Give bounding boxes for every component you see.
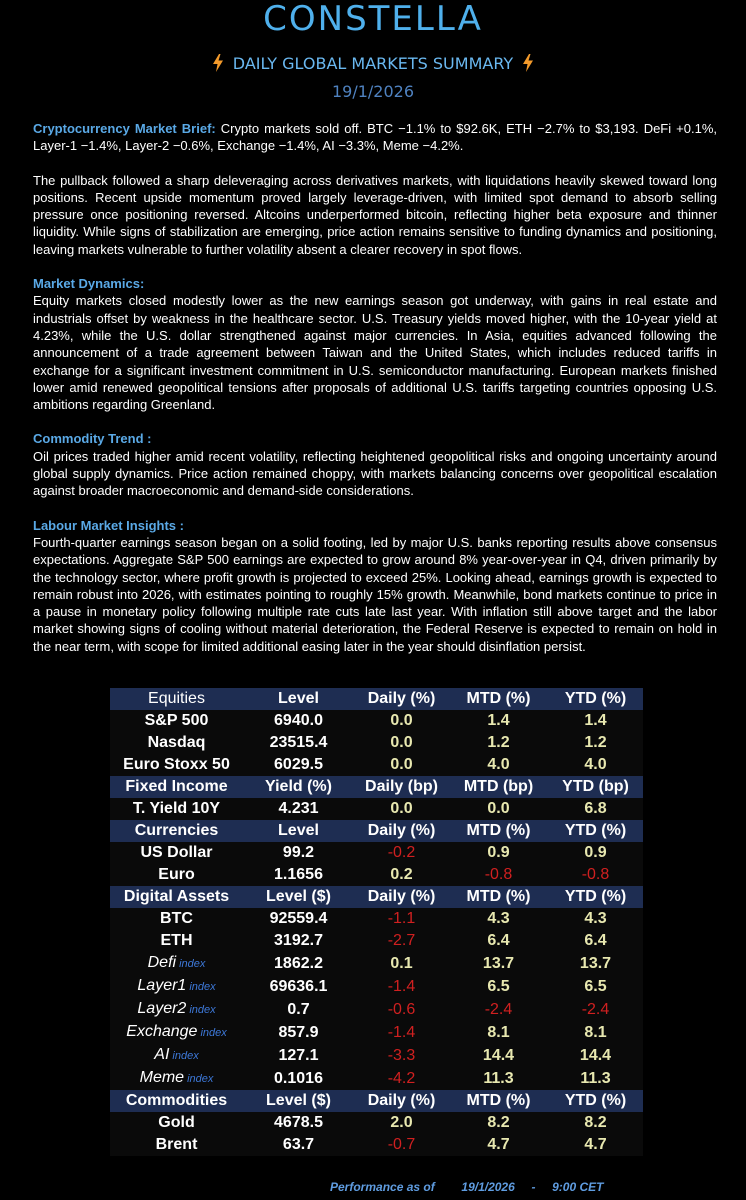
crypto-brief-body: The pullback followed a sharp deleveraging across derivatives markets, with liquidations heavily skewed toward long positions. Recent upside momentum proved largely leverage-driven, with limited spot demand to absorb selling pressure once positioning reversed. Altcoins underperformed bitcoin, reflecting higher beta exposure and thinner liquidity. While signs of stabilization are emerging, price action remains sensitive to funding dynamics and positioning, leaving markets vulnerable to further volatility absent a clearer recovery in spot flows. [33,172,717,257]
ytd-value: 1.2 [548,732,643,754]
daily-value: -1.1 [354,908,449,930]
table-row [110,998,643,1021]
section-name: Commodities [110,1090,243,1112]
mtd-value: -0.8 [449,864,548,886]
column-header: Daily (%) [354,688,449,710]
table-row [110,1067,643,1090]
asset-name-text: AI [154,1046,170,1063]
table-row [110,710,643,732]
column-header: YTD (%) [548,886,643,908]
column-header: Yield (%) [243,776,354,798]
asset-name-text: Meme [139,1069,185,1086]
mtd-value: 6.5 [449,975,548,998]
table-section-header [110,886,643,908]
asset-name-text: BTC [160,910,193,927]
index-tag: index [187,1073,214,1085]
table-row [110,930,643,952]
mtd-value: 4.7 [449,1134,548,1156]
daily-value: 0.1 [354,952,449,975]
performance-footer [330,1180,710,1194]
level-value: 0.7 [243,998,354,1021]
ytd-value: 13.7 [548,952,643,975]
asset-name-text: Euro Stoxx 50 [123,756,230,773]
asset-name-text: Layer2 [137,1000,187,1017]
mtd-value: 14.4 [449,1044,548,1067]
commodity-trend-title: Commodity Trend : [33,431,152,447]
mtd-value: 8.1 [449,1021,548,1044]
asset-name [110,864,243,886]
index-tag: index [172,1050,199,1062]
commodity-trend-body: Oil prices traded higher amid recent volatility, reflecting heightened geopolitical risks and ongoing uncertainty around global supply dynamics. Price action remained choppy, with markets balancing concerns over geopolitical escalation against broader macroeconomic and demand-side considerations. [33,448,717,499]
column-header: Daily (%) [354,820,449,842]
level-value: 4678.5 [243,1112,354,1134]
table-row [110,1044,643,1067]
ytd-value: -2.4 [548,998,643,1021]
level-value: 69636.1 [243,975,354,998]
asset-name [110,975,243,998]
mtd-value: -2.4 [449,998,548,1021]
asset-name-text: Brent [155,1136,198,1153]
ytd-value: 8.1 [548,1021,643,1044]
asset-name-text: Gold [158,1114,195,1131]
column-header: Level ($) [243,1090,354,1112]
column-header: YTD (%) [548,820,643,842]
table-section-header [110,820,643,842]
column-header: MTD (%) [449,1090,548,1112]
ytd-value: 4.7 [548,1134,643,1156]
column-header: MTD (bp) [449,776,548,798]
mtd-value: 4.3 [449,908,548,930]
section-name: Currencies [110,820,243,842]
daily-value: 0.0 [354,754,449,776]
daily-value: 2.0 [354,1112,449,1134]
ytd-value: -0.8 [548,864,643,886]
level-value: 1862.2 [243,952,354,975]
daily-value: 0.0 [354,710,449,732]
ytd-value: 14.4 [548,1044,643,1067]
asset-name [110,732,243,754]
asset-name [110,998,243,1021]
asset-name [110,930,243,952]
table-row [110,1112,643,1134]
section-name: Fixed Income [110,776,243,798]
index-tag: index [200,1027,227,1039]
asset-name-text: Layer1 [137,977,187,994]
table-row [110,952,643,975]
asset-name-text: Defi [147,954,177,971]
level-value: 99.2 [243,842,354,864]
column-header: Daily (%) [354,1090,449,1112]
asset-name-text: Euro [158,866,195,883]
column-header: Level [243,820,354,842]
mtd-value: 6.4 [449,930,548,952]
report-body [33,120,717,655]
level-value: 6029.5 [243,754,354,776]
daily-value: -3.3 [354,1044,449,1067]
asset-name-text: Exchange [126,1023,198,1040]
table-row [110,975,643,998]
mtd-value: 13.7 [449,952,548,975]
asset-name [110,798,243,820]
level-value: 0.1016 [243,1067,354,1090]
level-value: 127.1 [243,1044,354,1067]
asset-name [110,908,243,930]
report-title [0,54,746,73]
index-tag: index [189,981,216,993]
section-name: Digital Assets [110,886,243,908]
asset-name-text: ETH [160,932,193,949]
daily-value: -2.7 [354,930,449,952]
markets-performance-table [110,688,643,1156]
crypto-brief [33,120,717,155]
report-title-text: DAILY GLOBAL MARKETS SUMMARY [232,54,514,73]
table-row [110,1134,643,1156]
ytd-value: 6.4 [548,930,643,952]
market-dynamics-title: Market Dynamics: [33,276,145,292]
mtd-value: 8.2 [449,1112,548,1134]
daily-value: 0.0 [354,798,449,820]
asset-name-text: US Dollar [140,844,213,861]
column-header: YTD (bp) [548,776,643,798]
column-header: YTD (%) [548,688,643,710]
footer-time: 9:00 CET [552,1180,604,1194]
column-header: MTD (%) [449,886,548,908]
level-value: 23515.4 [243,732,354,754]
labour-market-title: Labour Market Insights : [33,517,184,533]
column-header: Daily (%) [354,886,449,908]
asset-name-text: S&P 500 [144,712,209,729]
market-dynamics-body: Equity markets closed modestly lower as the new earnings season got underway, with gains in real estate and industrials offset by weakness in the healthcare sector. U.S. Treasury yields moved higher, with the 10-year yield at 4.23%, while the U.S. dollar strengthened against major currencies. In Asia, equities advanced following the announcement of a trade agreement between Taiwan and the United States, which includes reduced tariffs in exchange for a significant investment commitment in U.S. semiconductor manufacturing. European markets finished lower amid renewed geopolitical tensions after proposals of additional U.S. tariffs targeting countries opposing U.S. ambitions regarding Greenland. [33,293,717,413]
crypto-brief-lead: Crypto markets sold off. BTC −1.1% to $92.6K, ETH −2.7% to $3,193. DeFi +0.1%, Layer-1 −1.4%, Layer-2 −0.6%, Exchange −1.4%, AI −3.3%, Meme −4.2%. [33,121,718,154]
mtd-value: 4.0 [449,754,548,776]
asset-name [110,1021,243,1044]
table-section-header [110,1090,643,1112]
asset-name [110,1134,243,1156]
column-header: Level ($) [243,886,354,908]
level-value: 857.9 [243,1021,354,1044]
footer-date: 19/1/2026 [461,1180,515,1194]
daily-value: -1.4 [354,1021,449,1044]
asset-name-text: Nasdaq [147,734,206,751]
daily-value: -0.2 [354,842,449,864]
ytd-value: 11.3 [548,1067,643,1090]
column-header: MTD (%) [449,688,548,710]
daily-value: -0.7 [354,1134,449,1156]
mtd-value: 0.9 [449,842,548,864]
level-value: 63.7 [243,1134,354,1156]
table-row [110,754,643,776]
level-value: 1.1656 [243,864,354,886]
footer-label: Performance as of [330,1180,435,1194]
ytd-value: 8.2 [548,1112,643,1134]
mtd-value: 0.0 [449,798,548,820]
asset-name [110,1112,243,1134]
asset-name [110,1044,243,1067]
section-name: Equities [110,688,243,710]
table-row [110,842,643,864]
asset-name [110,842,243,864]
ytd-value: 4.0 [548,754,643,776]
ytd-value: 0.9 [548,842,643,864]
ytd-value: 4.3 [548,908,643,930]
asset-name [110,710,243,732]
level-value: 92559.4 [243,908,354,930]
labour-market-body: Fourth-quarter earnings season began on a solid footing, led by major U.S. banks reporting results above consensus expectations. Aggregate S&P 500 earnings are expected to grow around 8% year-over-year in Q4, driven primarily by the technology sector, where profit growth is projected to exceed 25%. Looking ahead, earnings growth is expected to remain robust into 2026, with estimates pointing to roughly 15% growth. Meanwhile, bond markets continue to price in a pause in monetary policy following multiple rate cuts late last year. With inflation still above target and the labor market showing signs of cooling without material deterioration, the Federal Reserve is expected to remain on hold in the near term, with scope for limited additional easing later in the year should disinflation persist. [33,534,717,654]
daily-value: -0.6 [354,998,449,1021]
table-row [110,798,643,820]
column-header: YTD (%) [548,1090,643,1112]
ytd-value: 6.5 [548,975,643,998]
table-row [110,864,643,886]
daily-value: -4.2 [354,1067,449,1090]
mtd-value: 1.4 [449,710,548,732]
asset-name [110,952,243,975]
daily-value: -1.4 [354,975,449,998]
daily-value: 0.0 [354,732,449,754]
column-header: MTD (%) [449,820,548,842]
column-header: Level [243,688,354,710]
mtd-value: 11.3 [449,1067,548,1090]
daily-value: 0.2 [354,864,449,886]
table-row [110,1021,643,1044]
column-header: Daily (bp) [354,776,449,798]
lightning-bolt-icon [213,54,223,72]
table-section-header [110,776,643,798]
table-row [110,732,643,754]
index-tag: index [179,958,206,970]
level-value: 6940.0 [243,710,354,732]
asset-name [110,1067,243,1090]
brand-logo: CONSTELLA [263,0,483,39]
report-date: 19/1/2026 [331,82,415,101]
index-tag: index [189,1004,216,1016]
ytd-value: 6.8 [548,798,643,820]
level-value: 3192.7 [243,930,354,952]
asset-name [110,754,243,776]
footer-separator: - [531,1180,536,1194]
table-section-header [110,688,643,710]
crypto-brief-title: Cryptocurrency Market Brief: [33,121,216,136]
mtd-value: 1.2 [449,732,548,754]
ytd-value: 1.4 [548,710,643,732]
lightning-bolt-icon [523,54,533,72]
table-row [110,908,643,930]
asset-name-text: T. Yield 10Y [132,800,221,817]
level-value: 4.231 [243,798,354,820]
